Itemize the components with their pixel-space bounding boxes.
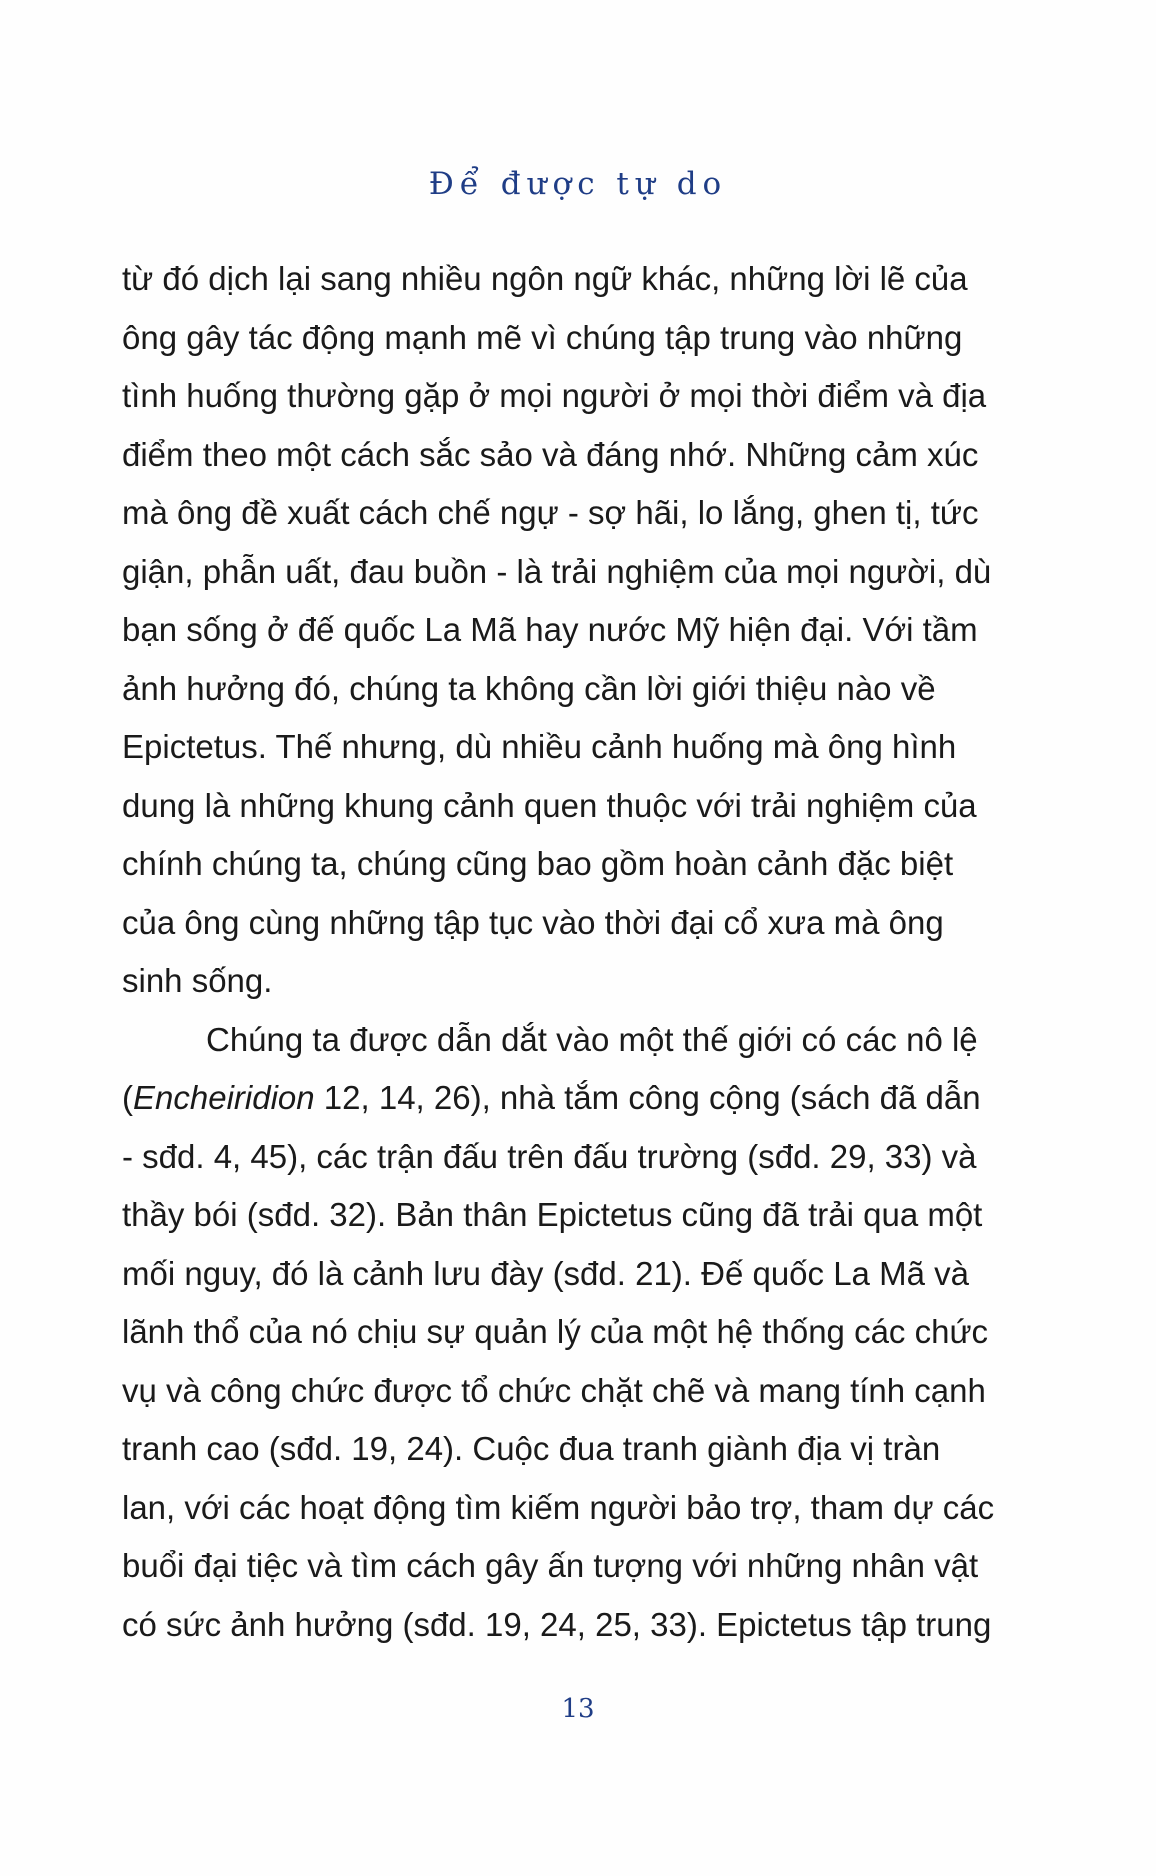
page-number: 13 [561, 1694, 595, 1724]
text-line: thầy bói (sđd. 32). Bản thân Epictetus cũng đã trải qua một [122, 1196, 983, 1233]
text-line: Epictetus. Thế nhưng, dù nhiều cảnh huống mà ông hình [122, 728, 957, 765]
body-text [122, 250, 995, 1654]
text-line: mối nguy, đó là cảnh lưu đày (sđd. 21). Đế quốc La Mã và [122, 1254, 969, 1292]
paragraph-first-line: Chúng ta được dẫn dắt vào một thế giới có các nô lệ [206, 1020, 978, 1058]
text-line: có sức ảnh hưởng (sđd. 19, 24, 25, 33). Epictetus tập trung [122, 1605, 992, 1643]
text-line: - sđd. 4, 45), các trận đấu trên đấu trường (sđd. 29, 33) và [122, 1137, 977, 1175]
text-line: tình huống thường gặp ở mọi người ở mọi thời điểm và địa [122, 377, 987, 414]
text-line: bạn sống ở đế quốc La Mã hay nước Mỹ hiện đại. Với tầm [122, 611, 978, 648]
text-line: của ông cùng những tập tục vào thời đại cổ xưa mà ông [122, 903, 944, 941]
text-line: tranh cao (sđd. 19, 24). Cuộc đua tranh giành địa vị tràn [122, 1430, 941, 1467]
running-header: Để được tự do [428, 166, 728, 202]
text-line: chính chúng ta, chúng cũng bao gồm hoàn cảnh đặc biệt [122, 845, 954, 882]
text-line [122, 1069, 981, 1128]
text-line: giận, phẫn uất, đau buồn - là trải nghiệm của mọi người, dù [122, 552, 992, 590]
text-line: sinh sống. [122, 962, 273, 999]
text-line: từ đó dịch lại sang nhiều ngôn ngữ khác, những lời lẽ của [122, 260, 968, 297]
text-line: lan, với các hoạt động tìm kiếm người bảo trợ, tham dự các [122, 1488, 995, 1526]
text-fragment: 12, 14, 26), nhà tắm công cộng (sách đã dẫn [314, 1079, 981, 1116]
open-paren: ( [122, 1079, 133, 1116]
text-line: ảnh hưởng đó, chúng ta không cần lời giới thiệu nào về [122, 669, 936, 707]
text-line: mà ông đề xuất cách chế ngự - sợ hãi, lo lắng, ghen tị, tức [122, 494, 979, 531]
text-line: buổi đại tiệc và tìm cách gây ấn tượng với những nhân vật [122, 1547, 979, 1584]
text-line: ông gây tác động mạnh mẽ vì chúng tập trung vào những [122, 318, 963, 356]
book-title-italic: Encheiridion [133, 1079, 315, 1116]
text-line: điểm theo một cách sắc sảo và đáng nhớ. Những cảm xúc [122, 435, 979, 473]
text-line: dung là những khung cảnh quen thuộc với trải nghiệm của [122, 786, 977, 824]
text-line: vụ và công chức được tổ chức chặt chẽ và mang tính cạnh [122, 1371, 986, 1409]
text-line: lãnh thổ của nó chịu sự quản lý của một hệ thống các chức [122, 1313, 989, 1350]
